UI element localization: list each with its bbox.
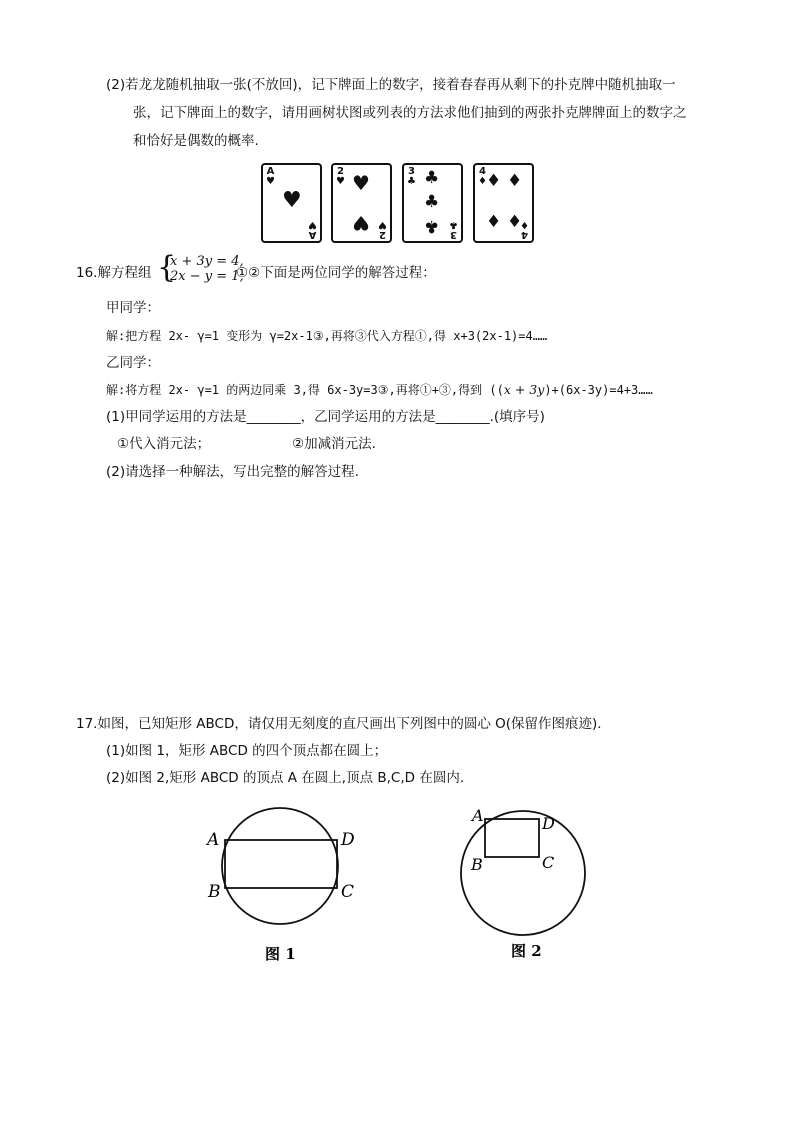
figure-2 [455,796,595,966]
heart-icon: ♥ [378,219,387,230]
card-rank: 2 [379,229,386,240]
club-icon: ♣ [407,176,416,187]
card-rank: 4 [521,229,528,240]
label-d: D [341,830,355,850]
q15-part2-line3: 和恰好是偶数的概率. [133,133,259,149]
student-a-solution: 解:把方程 2x- γ=1 变形为 γ=2x-1③,再将③代入方程①,得 x+3(2x-1)=4…… [106,329,548,343]
figure-1-caption: 图 1 [265,945,296,963]
card-three-clubs [402,163,463,243]
q17-sub1: (1)如图 1，矩形 ABCD 的四个顶点都在圆上； [106,743,388,759]
diamond-icon: ♦ [507,212,523,232]
equation-1: x + 3y = 4, [170,254,244,269]
student-b-solution [106,381,653,399]
student-b-solution-math: x + 3y [503,382,545,397]
card-ace-hearts [261,163,322,243]
diamond-icon: ♦ [507,171,523,191]
club-icon: ♣ [424,192,440,212]
card-rank: 3 [450,229,457,240]
heart-icon: ♥ [266,176,275,187]
card-rank: 4 [479,166,486,177]
q16-prefix: 16.解方程组 [76,265,152,281]
heart-icon: ♥ [308,219,317,230]
label-a: A [207,830,220,850]
q15-part2-line2: 张，记下牌面上的数字，请用画树状图或列表的方法求他们抽到的两张扑克牌牌面上的数字之 [133,105,687,121]
label-b: B [471,855,483,874]
q16-sub2: (2)请选择一种解法，写出完整的解答过程. [106,464,359,480]
student-b-solution-part1: 解:将方程 2x- γ=1 的两边同乘 3,得 6x-3y=3③,再将①+③,得到 (( [106,383,504,397]
card-rank: 2 [337,166,344,177]
heart-icon: ♥ [352,211,370,235]
heart-icon: ♥ [336,176,345,187]
figure-2-caption: 图 2 [511,942,542,960]
label-c: C [542,853,555,872]
q16-option2: ②加减消元法. [292,436,376,452]
equation-2: 2x − y = 1, [170,269,244,284]
q16-option1: ①代入消元法； [117,436,211,452]
card-rank: A [308,229,317,240]
system-brace: { [157,250,177,285]
card-four-diamonds [473,163,534,243]
heart-icon: ♥ [352,171,370,195]
card-rank: A [266,166,275,177]
circle-1 [222,808,338,924]
club-icon: ♣ [449,219,458,230]
diamond-icon: ♦ [486,171,502,191]
diamond-icon: ♦ [486,212,502,232]
q17-sub2: (2)如图 2,矩形 ABCD 的顶点 A 在圆上,顶点 B,C,D 在圆内. [106,770,465,786]
card-rank: 3 [408,166,415,177]
label-c: C [341,882,355,902]
club-icon: ♣ [424,216,440,236]
student-b-solution-part2: )+(6x-3y)=4+3…… [544,383,653,397]
label-d: D [542,814,555,833]
figure-1 [195,796,365,971]
diamond-icon: ♦ [478,176,487,187]
diamond-icon: ♦ [520,219,529,230]
card-two-hearts [331,163,392,243]
heart-icon: ♥ [282,188,302,213]
q16-intro-suffix: ①②下面是两位同学的解答过程： [236,265,436,281]
q17-stem: 17.如图，已知矩形 ABCD，请仅用无刻度的直尺画出下列图中的圆心 O(保留作图痕迹). [76,716,602,732]
student-a-label: 甲同学： [106,300,160,316]
student-b-label: 乙同学： [106,355,160,371]
club-icon: ♣ [424,168,440,188]
rectangle-abcd-1 [225,840,337,888]
q15-part2-line1: (2)若龙龙随机抽取一张(不放回)，记下牌面上的数字，接着春春再从剩下的扑克牌中随机抽取一 [106,77,676,93]
q16-sub1: (1)甲同学运用的方法是________，乙同学运用的方法是________.(填序号) [106,409,545,425]
label-a: A [472,806,484,825]
label-b: B [208,882,221,902]
rectangle-abcd-2 [485,819,539,857]
